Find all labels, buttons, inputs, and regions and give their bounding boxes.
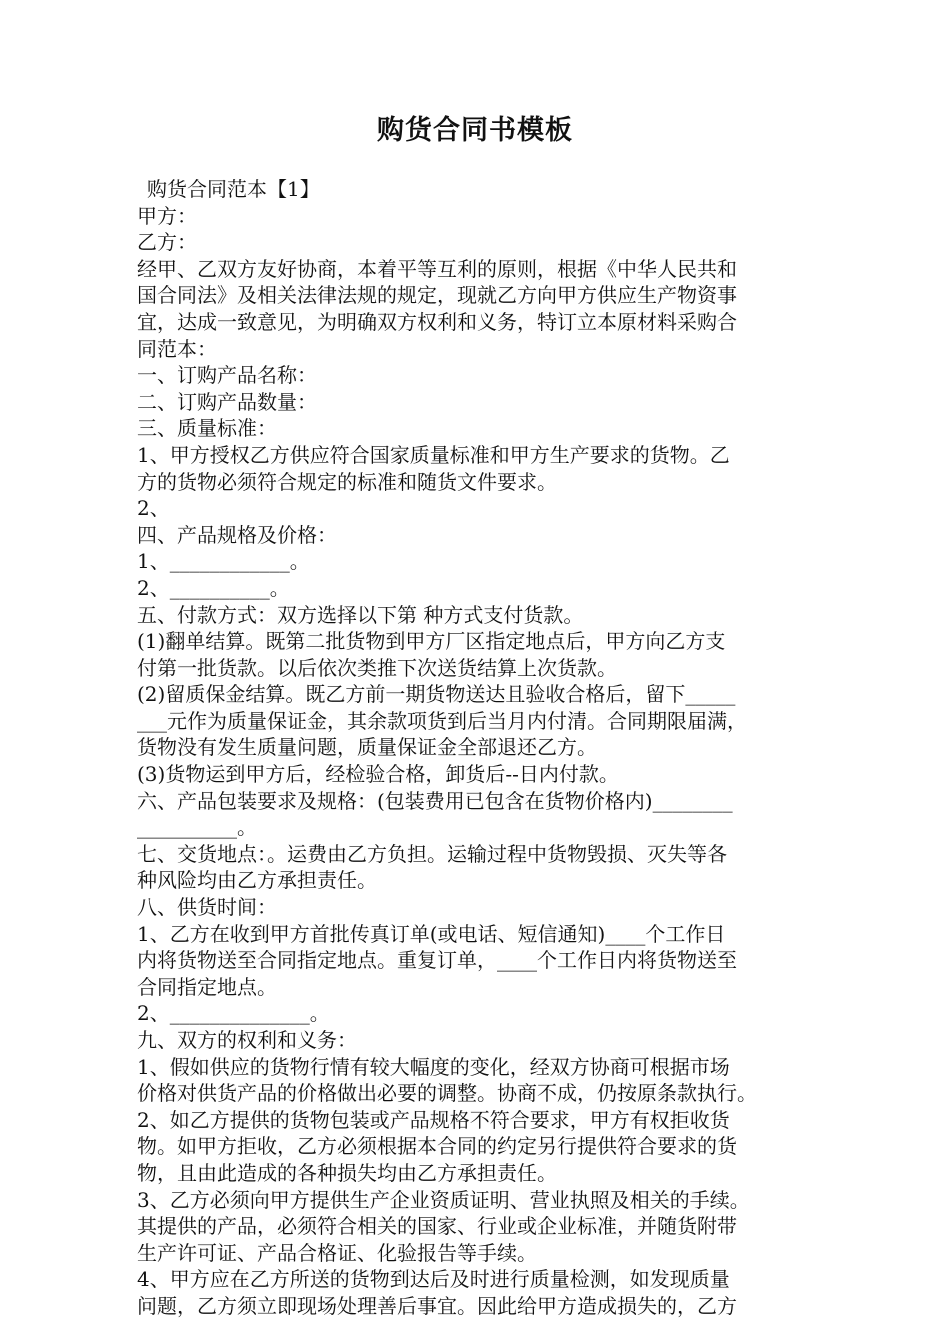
- text-line: 方的货物必须符合规定的标准和随货文件要求。: [137, 469, 557, 494]
- text-line: __________。: [137, 815, 257, 840]
- text-line: 物。如甲方拒收，乙方必须根据本合同的约定另行提供符合要求的货: [137, 1134, 737, 1159]
- text-line: 内将货物送至合同指定地点。重复订单，____个工作日内将货物送至: [137, 948, 737, 973]
- text-line: 3、乙方必须向甲方提供生产企业资质证明、营业执照及相关的手续。: [137, 1187, 750, 1212]
- text-line: 1、____________。: [137, 549, 310, 574]
- text-line: 种风险均由乙方承担责任。: [137, 868, 377, 893]
- clause-heading: 八、供货时间：: [137, 895, 277, 920]
- clause-heading: 七、交货地点：。运费由乙方负担。运输过程中货物毁损、灭失等各: [137, 841, 727, 866]
- clause-heading: 六、产品包装要求及规格：(包装费用已包含在货物价格内)________: [137, 788, 733, 813]
- section-heading: 购货合同范本【1】: [147, 177, 320, 201]
- text-line: 价格对供货产品的价格做出必要的调整。协商不成，仍按原条款执行。: [137, 1081, 757, 1106]
- text-line: 2、如乙方提供的货物包装或产品规格不符合要求，甲方有权拒收货: [137, 1107, 730, 1132]
- text-line: 2、______________。: [137, 1001, 330, 1026]
- clause-heading: 五、付款方式：双方选择以下第 种方式支付货款。: [137, 602, 584, 627]
- text-line: ___元作为质量保证金，其余款项货到后当月内付清。合同期限届满，: [137, 708, 747, 733]
- text-line: 其提供的产品，必须符合相关的国家、行业或企业标准，并随货附带: [137, 1214, 737, 1239]
- clause-heading: 九、双方的权利和义务：: [137, 1028, 357, 1052]
- text-line: 1、甲方授权乙方供应符合国家质量标准和甲方生产要求的货物。乙: [137, 442, 730, 467]
- text-line: 1、乙方在收到甲方首批传真订单(或电话、短信通知)____个工作日: [137, 921, 726, 946]
- text-line: 1、假如供应的货物行情有较大幅度的变化，经双方协商可根据市场: [137, 1054, 730, 1079]
- text-line: 2、__________。: [137, 575, 290, 600]
- text-line: 付第一批货款。以后依次类推下次送货结算上次货款。: [137, 655, 617, 680]
- clause-heading: 四、产品规格及价格：: [137, 522, 337, 547]
- text-line: 国合同法》及相关法律法规的规定，现就乙方向甲方供应生产物资事: [137, 283, 737, 308]
- text-line: 生产许可证、产品合格证、化验报告等手续。: [137, 1240, 537, 1265]
- text-line: (2)留质保金结算。既乙方前一期货物送达且验收合格后，留下_____: [137, 682, 736, 707]
- document-title: 购货合同书模板: [377, 115, 573, 146]
- clause-heading: 二、订购产品数量：: [137, 389, 317, 414]
- party-b-line: 乙方：: [137, 230, 197, 255]
- text-line: (3)货物运到甲方后，经检验合格，卸货后--日内付款。: [137, 762, 619, 787]
- text-line: 4、甲方应在乙方所送的货物到达后及时进行质量检测，如发现质量: [137, 1267, 730, 1292]
- text-line: 宜，达成一致意见，为明确双方权利和义务，特订立本原材料采购合: [137, 309, 737, 334]
- text-line: 经甲、乙双方友好协商，本着平等互利的原则，根据《中华人民共和: [137, 256, 737, 281]
- text-line: 问题，乙方须立即现场处理善后事宜。因此给甲方造成损失的，乙方: [137, 1293, 737, 1318]
- clause-heading: 一、订购产品名称：: [137, 363, 317, 388]
- text-line: (1)翻单结算。既第二批货物到甲方厂区指定地点后，甲方向乙方支: [137, 629, 726, 654]
- text-line: 货物没有发生质量问题，质量保证金全部退还乙方。: [137, 735, 597, 760]
- text-line: 2、: [137, 496, 170, 521]
- party-a-line: 甲方：: [137, 203, 197, 228]
- text-line: 物，且由此造成的各种损失均由乙方承担责任。: [137, 1160, 557, 1185]
- text-line: 合同指定地点。: [137, 974, 277, 999]
- clause-heading: 三、质量标准：: [137, 416, 277, 441]
- document-body: [137, 176, 817, 1320]
- text-line: 同范本：: [137, 336, 217, 361]
